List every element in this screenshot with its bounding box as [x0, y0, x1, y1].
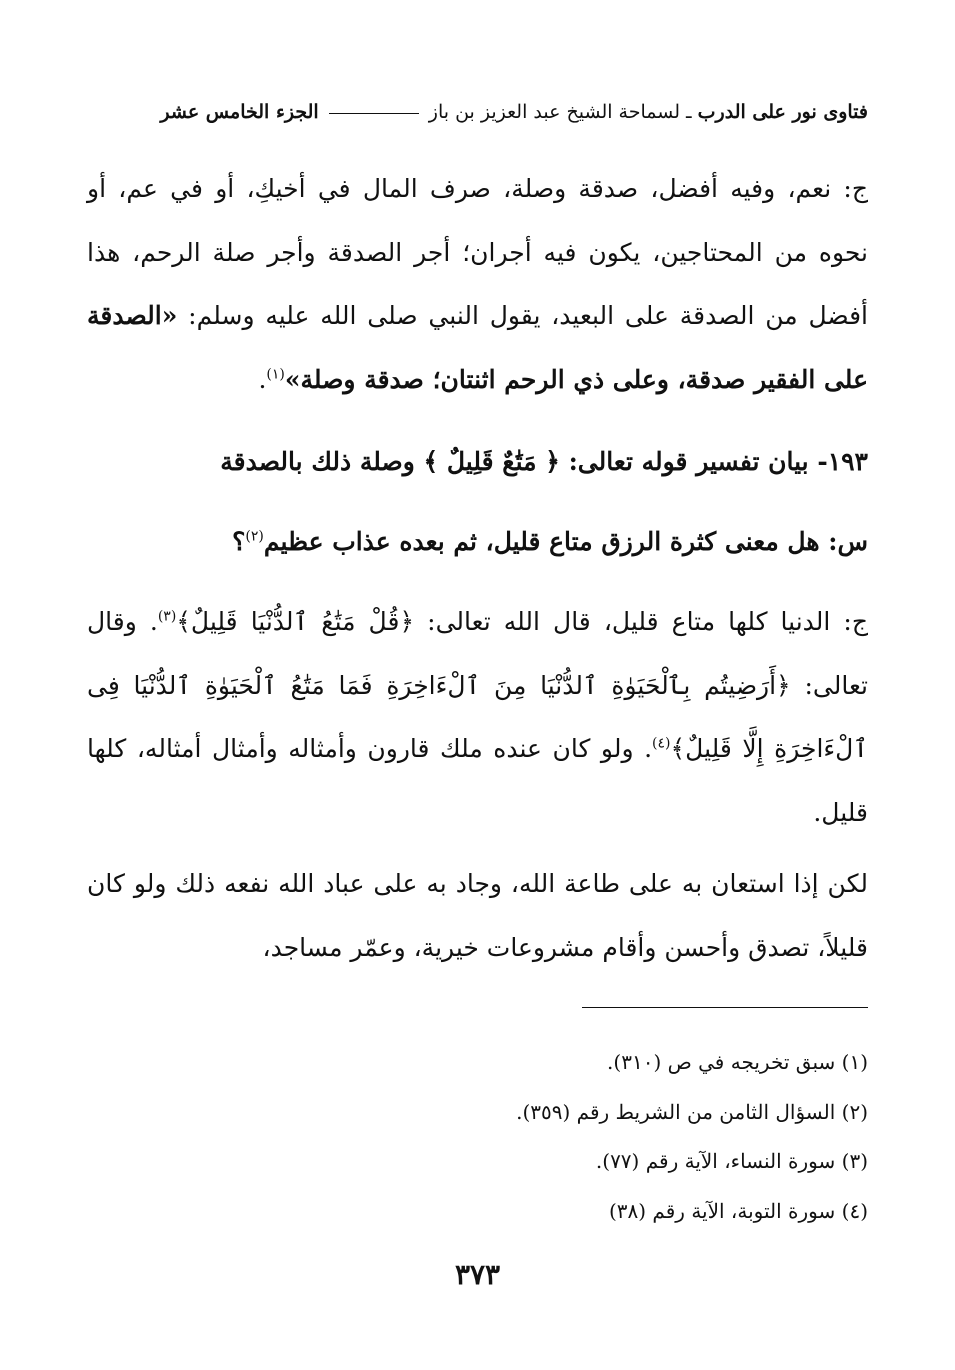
answer-paragraph-1 [87, 157, 868, 411]
answer-2-part-2: . وقال تعالى: [87, 607, 868, 700]
quran-verse-1: ﴿قُلْ مَتَٰعُ ٱلدُّنْيَا قَلِيلٌ﴾ [176, 607, 415, 636]
answer-2-part-1: ج: الدنيا كلها متاع قليل، قال الله تعالى: [414, 607, 868, 636]
running-header [87, 92, 868, 132]
footnote-ref-1: (١) [266, 366, 285, 383]
footnote-2: (٢) السؤال الثامن من الشريط رقم (٣٥٩). [516, 1099, 868, 1124]
question-mark: ؟ [232, 527, 246, 556]
answer-1-text: ج: نعم، وفيه أفضل، صدقة وصلة، صرف المال في أخيكِ، أو في عم، أو نحوه من المحتاجين، يكون فيه أجران؛ أجر الصدقة وأجر صلة الرحم، هذا أفضل من الصدقة على البعيد، يقول النبي صلى الله عليه وسلم: [87, 174, 868, 330]
answer-1-end: . [258, 364, 267, 394]
footnote-ref-2: (٢) [245, 528, 264, 545]
section-heading: ١٩٣- بيان تفسير قوله تعالى: ﴿ مَتَٰعٌ قَلِيلٌ ﴾ وصلة ذلك بالصدقة [220, 447, 868, 476]
footnote-separator [582, 1007, 868, 1008]
volume-label: الجزء الخامس عشر [160, 101, 319, 123]
question-line [87, 512, 868, 572]
footnote-1: (١) سبق تخريجه في ص (٣١٠). [607, 1050, 868, 1074]
page-number: ٣٧٣ [454, 1258, 501, 1291]
title-dash: ـ [680, 101, 692, 123]
continuation-paragraph: لكن إذا استعان به على طاعة الله، وجاد به على عباد الله نفعه ذلك ولو كان قليلاً، تصدق وأحسن وأقام مشروعات خيرية، وعمّر مساجد، [87, 869, 868, 962]
question-text: س: هل معنى كثرة الرزق متاع قليل، ثم بعده عذاب عظيم [263, 527, 868, 556]
book-title: فتاوى نور على الدرب [697, 101, 868, 123]
header-rule [329, 113, 419, 114]
footnote-3: (٣) سورة النساء، الآية رقم (٧٧). [595, 1149, 868, 1173]
footnotes-list [87, 1038, 868, 1236]
footnote-4: (٤) سورة التوبة، الآية رقم (٣٨) [608, 1198, 868, 1223]
answer-paragraph-2 [87, 590, 868, 844]
footnote-ref-3: (٣) [157, 608, 177, 625]
answer-2-part-3: . ولو كان عنده ملك قارون وأمثاله وأمثال أمثاله، كلها قليل. [87, 734, 868, 827]
hadith-quote: «الصدقة على الفقير صدقة، وعلى ذي الرحم اثنتان؛ صدقة وصلة» [87, 301, 868, 394]
footnote-ref-4: (٤) [652, 735, 671, 752]
author-credit: لسماحة الشيخ عبد العزيز بن باز [428, 101, 680, 123]
quran-verse-2: ﴿أَرَضِيتُم بِٱلْحَيَوٰةِ ٱلدُّنْيَا مِنَ ٱلْءَاخِرَةِ فَمَا مَتَٰعُ ٱلْحَيَوٰةِ ٱلدُّنْيَا فِى ٱلْءَاخِرَةِ إِلَّا قَلِيلٌ﴾ [87, 670, 868, 763]
